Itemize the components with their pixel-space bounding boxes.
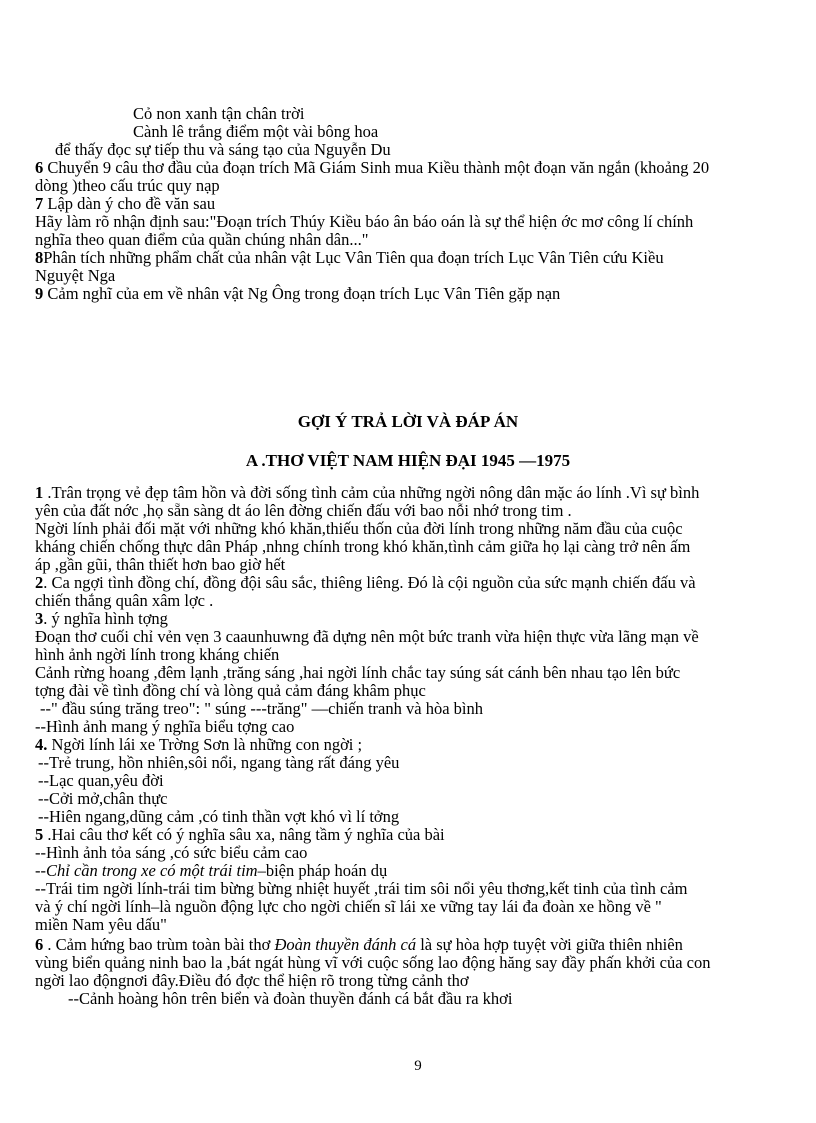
answer-number: 6 (35, 935, 44, 954)
text-line: miền Nam yêu dấu" (35, 915, 167, 934)
question-number: 9 (35, 284, 44, 303)
text-line: Cảnh rừng hoang ,đêm lạnh ,trăng sáng ,hai ngời lính chắc tay súng sát cánh bên nhau tạo lên bức (35, 663, 681, 682)
text-line: --Trẻ trung, hồn nhiên,sôi nổi, ngang tàng rất đáng yêu (38, 753, 400, 772)
text-line: --Lạc quan,yêu đời (38, 771, 164, 790)
answer-text: là sự hòa hợp tuyệt vời giữa thiên nhiên (416, 935, 683, 954)
answer-text: . ý nghĩa hình tợng (43, 609, 168, 628)
text-line: kháng chiến chống thực dân Pháp ,nhng chính trong khó khăn,tình cảm giữa họ lại càng trở nên ấm (35, 537, 691, 556)
answer-4 (35, 736, 362, 754)
answer-1 (35, 484, 699, 502)
page-number: 9 (414, 1058, 422, 1074)
question-number: 7 (35, 194, 44, 213)
answer-number: 2 (35, 573, 44, 592)
text-line: dòng )theo cấu trúc quy nạp (35, 176, 220, 195)
answer-5 (35, 826, 445, 844)
answer-number: 1 (35, 483, 44, 502)
text-line: tợng đài về tình đồng chí và lòng quả cảm đáng khâm phục (35, 681, 426, 700)
question-text: Lập dàn ý cho đề văn sau (43, 194, 216, 213)
text-line: vùng biển quảng ninh bao la ,bát ngát hùng vĩ với cuộc sống lao động hăng say đầy phấn khởi của con (35, 953, 711, 972)
text-line: và ý chí ngời lính–là nguồn động lực cho ngời chiến sĩ lái xe vững tay lái đa đoàn xe hồng về " (35, 897, 662, 916)
poem-line-2: Cành lê trắng điểm một vài bông hoa (133, 122, 379, 141)
text-line: Ngời lính phải đối mặt với những khó khăn,thiếu thốn của đời lính trong những năm đầu của cuộc (35, 519, 683, 538)
answer-number: 5 (35, 825, 44, 844)
question-number: 8 (35, 248, 44, 267)
text-line: ngời lao độngnơi đây.Điều đó đợc thể hiện rõ trong từng cảnh thơ (35, 971, 469, 990)
answer-text: –biện pháp hoán dụ (257, 861, 388, 880)
section-subheading: A .THƠ VIỆT NAM HIỆN ĐẠI 1945 —1975 (245, 451, 571, 470)
answer-number: 4. (35, 735, 48, 754)
question-text: Chuyển 9 câu thơ đầu của đoạn trích Mã Giám Sinh mua Kiều thành một đoạn văn ngắn (khoảng 20 (43, 158, 710, 177)
text-line: áp ,gần gũi, thân thiết hơn bao giờ hết (35, 555, 286, 574)
text-line (35, 862, 387, 880)
text-line: --Cảnh hoàng hôn trên biển và đoàn thuyền đánh cá bắt đầu ra khơi (68, 989, 513, 1008)
text-line: --Cởi mở,chân thực (38, 789, 168, 808)
text-line: --" đầu súng trăng treo": " súng ---trăng" —chiến tranh và hòa bình (40, 699, 483, 718)
text-line: --Hiên ngang,dũng cảm ,có tinh thần vợt khó vì lí tởng (38, 807, 400, 826)
question-8 (35, 249, 664, 267)
text-line: --Trái tim ngời lính-trái tim bừng bừng nhiệt huyết ,trái tim sôi nổi yêu thơng,kết tinh của tình cảm (35, 879, 688, 898)
answer-number: 3 (35, 609, 44, 628)
question-7 (35, 195, 215, 213)
text-line: --Hình ảnh tỏa sáng ,có sức biểu cảm cao (35, 843, 308, 862)
text-line: hình ảnh ngời lính trong kháng chiến (35, 645, 280, 664)
answer-2 (35, 574, 696, 592)
poem-title: Đoàn thuyền đánh cá (274, 935, 417, 954)
text-line: để thấy đọc sự tiếp thu và sáng tạo của Nguyễn Du (55, 140, 391, 159)
question-9 (35, 285, 560, 303)
text-line: Nguyệt Nga (35, 266, 116, 285)
text-line: Hãy làm rõ nhận định sau:"Đoạn trích Thúy Kiều báo ân báo oán là sự thể hiện ớc mơ công lí chính (35, 212, 694, 231)
italic-quote: --Chỉ cần trong xe có một trái tim (35, 861, 258, 880)
answer-6 (35, 936, 683, 954)
question-text: Phân tích những phẩm chất của nhân vật Lục Vân Tiên qua đoạn trích Lục Vân Tiên cứu Kiều (43, 248, 664, 267)
question-text: Cảm nghĩ của em về nhân vật Ng Ông trong đoạn trích Lục Vân Tiên gặp nạn (43, 284, 561, 303)
text-line: Đoạn thơ cuối chỉ vẻn vẹn 3 caaunhuwng đã dựng nên một bức tranh vừa hiện thực vừa lãng mạn về (35, 627, 699, 646)
text-line: yên của đất nớc ,họ sẵn sàng dt áo lên đờng chiến đấu với bao nỗi nhớ trong tim . (35, 501, 572, 520)
poem-line-1: Cỏ non xanh tận chân trời (133, 104, 305, 123)
text-line: chiến thắng quân xâm lợc . (35, 591, 214, 610)
answer-text: .Hai câu thơ kết có ý nghĩa sâu xa, nâng tầm ý nghĩa của bài (43, 825, 445, 844)
question-number: 6 (35, 158, 44, 177)
question-6 (35, 159, 709, 177)
text-line: --Hình ảnh mang ý nghĩa biểu tợng cao (35, 717, 295, 736)
answer-text: .Trân trọng vẻ đẹp tâm hồn và đời sống tình cảm của những ngời nông dân mặc áo lính .Vì sự bình (43, 483, 700, 502)
answer-text: Ngời lính lái xe Trờng Sơn là những con ngời ; (47, 735, 363, 754)
text-line: nghĩa theo quan điểm của quần chúng nhân dân..." (35, 230, 369, 249)
answer-text: . Cảm hứng bao trùm toàn bài thơ (43, 935, 275, 954)
answer-3 (35, 610, 168, 628)
section-heading: GỢI Ý TRẢ LỜI VÀ ĐÁP ÁN (297, 412, 519, 431)
answer-text: . Ca ngợi tình đồng chí, đồng đội sâu sắc, thiêng liêng. Đó là cội nguồn của sức mạnh chiến đấu và (43, 573, 696, 592)
